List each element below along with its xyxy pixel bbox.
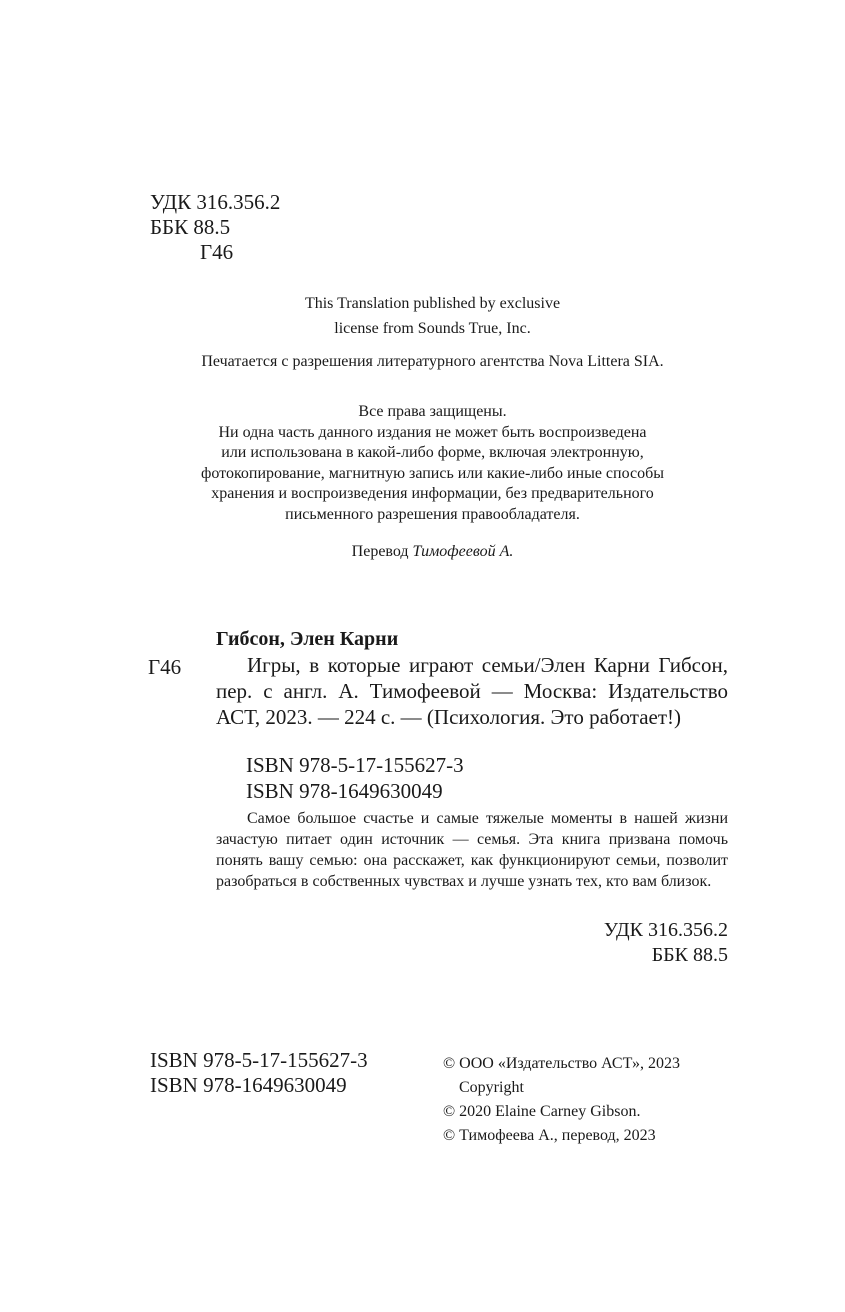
udk-code: УДК 316.356.2 — [603, 919, 728, 941]
copyright-line: © ООО «Издательство АСТ», 2023 — [443, 1055, 680, 1072]
bibliographic-description: Игры, в которые играют семьи/Элен Карни Гибсон, пер. с англ. А. Тимофеевой — Москва: Издательство АСТ, 2023. — 224 с. — (Психология. Это работает!) — [216, 653, 728, 729]
bibliographic-mark: Г46 — [148, 655, 182, 679]
copyright-line: © Тимофеева А., перевод, 2023 — [443, 1127, 656, 1144]
copyright-line: Copyright — [459, 1079, 524, 1096]
translator-name: Тимофеевой А. — [412, 543, 514, 560]
isbn: ISBN 978-1649630049 — [246, 779, 443, 803]
udk-code: УДК 316.356.2 — [150, 190, 281, 214]
translation-label: Перевод — [351, 543, 409, 560]
license-line-1: This Translation published by exclusive — [304, 295, 561, 312]
rights-line: Все права защищены. — [358, 403, 507, 420]
rights-line: фотокопирование, магнитную запись или какие-либо иные способы — [201, 464, 664, 482]
isbn: ISBN 978-1649630049 — [150, 1073, 347, 1097]
bibliographic-isbns — [246, 752, 464, 804]
rights-line: или использована в какой-либо форме, включая электронную, — [221, 444, 644, 461]
rights-line: хранения и воспроизведения информации, без предварительного — [211, 485, 654, 502]
copyright-block — [443, 1052, 680, 1148]
isbn: ISBN 978-5-17-155627-3 — [246, 753, 464, 777]
translation-credit — [140, 541, 725, 563]
license-notice — [140, 291, 725, 341]
annotation: Самое большое счастье и самые тяжелые моменты в нашей жизни зачастую питает один источник — семья. Эта книга призвана помочь понять вашу семью: она расскажет, как функционируют семьи, позволит разобраться в собственных чувствах и лучше узнать тех, кто вам близок. — [216, 810, 728, 890]
copyright-line: © 2020 Elaine Carney Gibson. — [443, 1103, 641, 1120]
bbk-code: ББК 88.5 — [150, 215, 231, 239]
footer-isbns — [150, 1048, 368, 1098]
rights-notice — [140, 402, 725, 525]
author-mark: Г46 — [200, 240, 234, 264]
rights-line: Ни одна часть данного издания не может быть воспроизведена — [218, 423, 647, 441]
permission-notice: Печатается с разрешения литературного агентства Nova Littera SIA. — [201, 353, 664, 370]
classification-codes — [150, 190, 280, 265]
annotation-codes — [500, 918, 728, 968]
license-line-2: license from Sounds True, Inc. — [334, 320, 531, 337]
bbk-code: ББК 88.5 — [651, 944, 728, 966]
isbn: ISBN 978-5-17-155627-3 — [150, 1048, 368, 1072]
rights-line: письменного разрешения правообладателя. — [285, 505, 580, 523]
bibliographic-author: Гибсон, Элен Карни — [216, 628, 399, 650]
